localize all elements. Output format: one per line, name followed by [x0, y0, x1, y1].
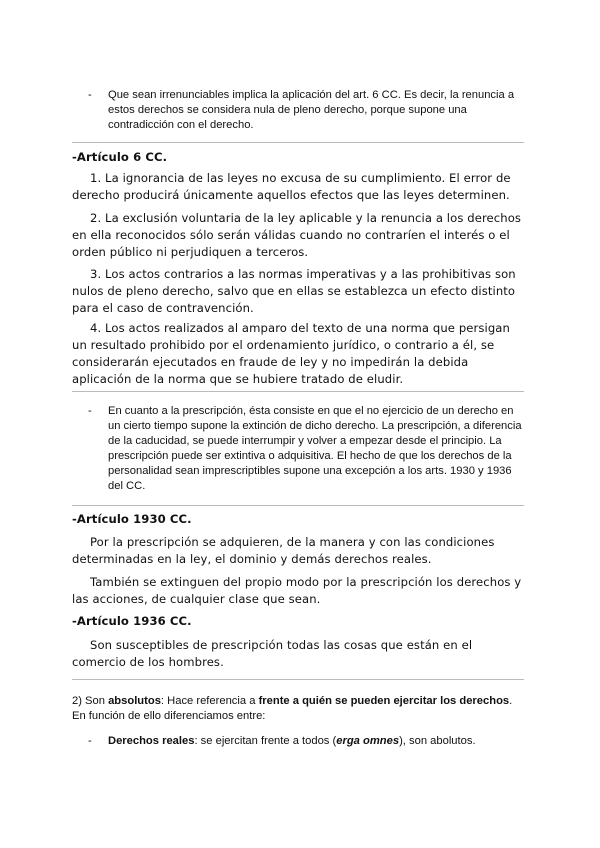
article-6-paragraph-2: 2. La exclusión voluntaria de la ley aplicable y la renuncia a los derechos en ella reconocidos sólo serán válidas cuando no contraríen el interés o el orden público ni perjudiquen a terceros. [72, 211, 522, 259]
article-6-paragraph-3: 3. Los actos contrarios a las normas imperativas y a las prohibitivas son nulos de pleno derecho, salvo que en ellas se establezca un efecto distinto para el caso de contravención. [72, 267, 516, 315]
bullet-text: En cuanto a la prescripción, ésta consiste en que el no ejercicio de un derecho en un cierto tiempo supone la extinción de dicho derecho. La prescripción, a diferencia de la caducidad, se puede interrumpir y volver a empezar desde el principio. La prescripción puede ser extintiva o adquisitiva. El hecho de que los derechos de la personalidad sean imprescriptibles supone una excepción a los arts. 1930 y 1936 del CC. [108, 405, 522, 492]
article-6-paragraph-4: 4. Los actos realizados al amparo del texto de una norma que persigan un resultado prohibido por el ordenamiento jurídico, o contrario a él, se considerarán ejecutados en fraude de ley y no impedirán la debida aplicación de la norma que se hubiere tratado de eludir. [72, 321, 510, 386]
divider [72, 391, 524, 392]
article-1936-heading: -Artículo 1936 CC. [72, 614, 192, 628]
article-1930-paragraph-1: Por la prescripción se adquieren, de la manera y con las condiciones determinadas en la ley, el dominio y demás derechos reales. [72, 535, 495, 566]
point-2-mid: : Hace referencia a [160, 695, 259, 707]
bullet-dash: - [88, 89, 92, 101]
bullet-dash: - [88, 405, 92, 417]
bullet-derechos-reales [88, 734, 528, 749]
article-6-heading: -Artículo 6 CC. [72, 150, 168, 164]
derechos-reales-label: Derechos reales [108, 735, 195, 747]
point-2-absolutos: absolutos [108, 695, 161, 707]
erga-omnes: erga omnes [336, 735, 400, 747]
bullet-irrenunciables [88, 88, 528, 133]
point-2-paragraph [72, 694, 528, 724]
bullet-prescripcion [88, 404, 528, 494]
article-1936-paragraph-1: Son susceptibles de prescripción todas las cosas que están en el comercio de los hombres. [72, 638, 473, 669]
divider [72, 679, 524, 680]
article-6-paragraph-1: 1. La ignorancia de las leyes no excusa de su cumplimiento. El error de derecho producirá únicamente aquellos efectos que las leyes determinen. [72, 171, 511, 202]
point-2-suffix: . En función de ello diferenciamos entre: [72, 695, 513, 722]
article-1930-paragraph-2: También se extinguen del propio modo por la prescripción los derechos y las acciones, de cualquier clase que sean. [72, 575, 522, 606]
derechos-reales-mid: : se ejercitan frente a todos ( [194, 735, 337, 747]
bullet-dash: - [88, 735, 92, 747]
bullet-text [108, 734, 528, 749]
derechos-reales-suffix: ), son abolutos. [399, 735, 476, 747]
point-2-frente-a-quien: frente a quién se pueden ejercitar los derechos [258, 695, 510, 707]
divider [72, 142, 524, 143]
point-2-prefix: 2) Son [72, 695, 109, 707]
article-1930-heading: -Artículo 1930 CC. [72, 512, 192, 526]
divider [72, 505, 524, 506]
bullet-text: Que sean irrenunciables implica la aplicación del art. 6 CC. Es decir, la renuncia a estos derechos se considera nula de pleno derecho, porque supone una contradicción con el derecho. [108, 89, 515, 131]
